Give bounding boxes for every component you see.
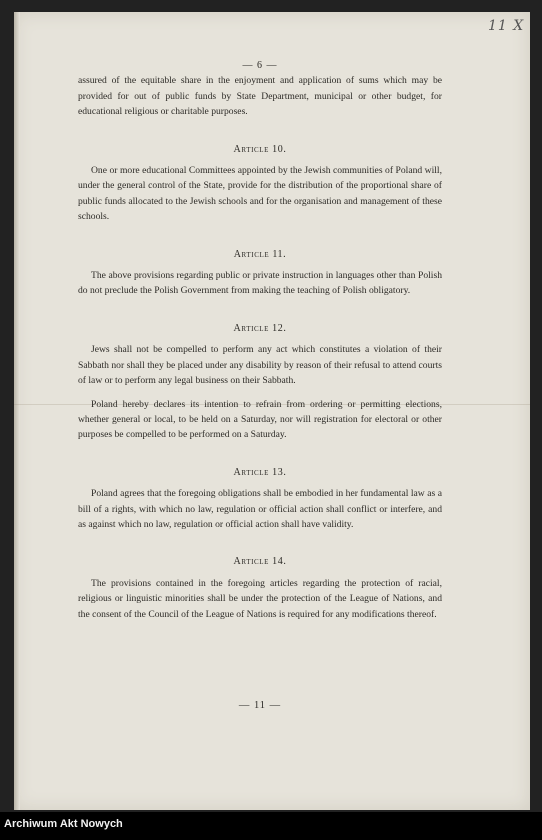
article-paragraph: Jews shall not be compelled to perform any act which constitutes a violation of their Sabbath nor shall they be placed under any disability by reason of their refusal to attend courts of law or to perform any legal business on their Sabbath.	[78, 344, 442, 387]
intro-paragraph: assured of the equitable share in the enjoyment and application of sums which may be provided for out of public funds by State Department, municipal or other budget, for educational religious or charitable purposes.	[78, 75, 442, 118]
article-paragraph: The provisions contained in the foregoing articles regarding the protection of racial, religious or linguistic minorities shall be under the protection of the League of Nations, and the consent of the Council of the League of Nations is required for any modifications thereof.	[78, 577, 442, 620]
article-heading: Article 10.	[233, 143, 287, 155]
top-page-number: — 6 —	[242, 60, 278, 71]
document-body	[78, 58, 442, 622]
article-paragraph: The above provisions regarding public or private instruction in languages other than Polish do not preclude the Polish Government from making the teaching of Polish obligatory.	[78, 270, 442, 297]
archive-label: Archiwum Akt Nowych	[4, 818, 123, 830]
handwritten-page-mark: 11 X	[488, 18, 525, 34]
article-paragraph: One or more educational Committees appointed by the Jewish communities of Poland will, under the general control of the State, provide for the distribution of the proportional share of public funds allocated to the Jewish schools and for the organisation and management of these schools.	[78, 165, 442, 223]
bottom-page-number: — 11 —	[238, 700, 282, 711]
article-paragraph: Poland agrees that the foregoing obligations shall be embodied in her fundamental law as a bill of a rights, with which no law, regulation or official action shall conflict or interfere, and as against which no law, regulation or official action shall have validity.	[78, 488, 442, 530]
article-14	[78, 554, 442, 622]
page-binding-edge	[14, 12, 20, 810]
article-heading: Article 14.	[233, 556, 287, 568]
article-heading: Article 13.	[233, 466, 287, 478]
article-10	[78, 142, 442, 225]
article-heading: Article 12.	[233, 322, 287, 334]
article-13	[78, 465, 442, 533]
article-11	[78, 247, 442, 299]
article-12	[78, 321, 442, 443]
article-heading: Article 11.	[233, 248, 287, 260]
article-paragraph: Poland hereby declares its intention to refrain from ordering or permitting elections, whether general or local, to be held on a Saturday, nor will registration for electoral or other purposes be compelled to be performed on a Saturday.	[78, 398, 442, 441]
